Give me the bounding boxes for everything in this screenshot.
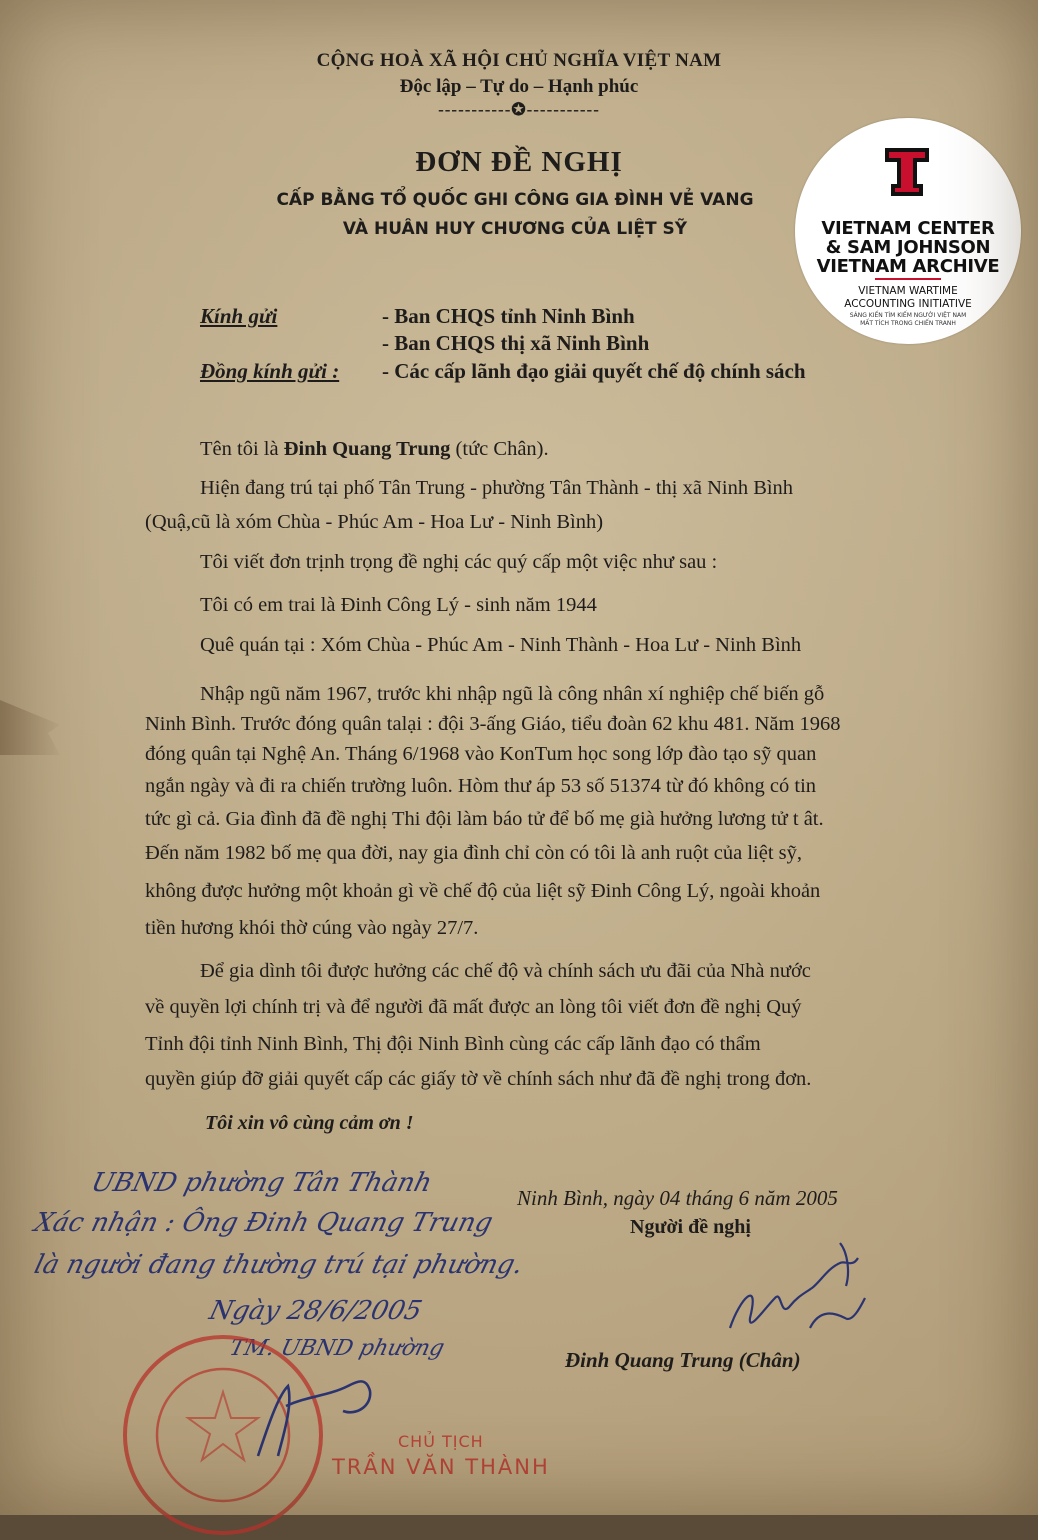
to-recipient-1: - Ban CHQS tỉnh Ninh Bình [382,304,635,328]
paragraph-1-line: Ninh Bình. Trước đóng quân talại : đội 3-ấng Giáo, tiểu đoàn 62 khu 481. Năm 1968 [145,713,841,735]
brother-line: Tôi có em trai là Đinh Công Lý - sinh năm 1944 [200,594,597,616]
archive-logo [795,118,1021,344]
chairman-signature [238,1366,388,1466]
national-motto: Độc lập – Tự do – Hạnh phúc [399,76,639,97]
paragraph-2-line: Tỉnh đội tỉnh Ninh Bình, Thị đội Ninh Bình cùng các cấp lãnh đạo có thẩm [145,1033,761,1055]
logo-sub-2: ACCOUNTING INITIATIVE [844,298,972,310]
paragraph-1-line: tức gì cả. Gia đình đã đề nghị Thi đội làm báo tử để bố mẹ già hưởng lương tử t ât. [145,808,824,830]
logo-line-3: VIETNAM ARCHIVE [816,256,1000,277]
residence-line: Hiện đang trú tại phố Tân Trung - phường Tân Thành - thị xã Ninh Bình [200,477,794,499]
paper-tear [0,700,60,755]
handwritten-line-3: là người đang thường trú tại phường. [31,1250,527,1280]
handwritten-line-5: TM. UBND phường [226,1336,447,1361]
paragraph-2-line: quyền giúp đỡ giải quyết cấp các giấy tờ về chính sách như đã đề nghị trong đơn. [145,1068,812,1090]
nation-header: CỘNG HOÀ XÃ HỘI CHỦ NGHĨA VIỆT NAM [316,50,722,71]
name-suffix: (tức Chân). [450,438,549,460]
texas-tech-t-icon [883,146,931,198]
paragraph-2-line: Để gia dình tôi được hưởng các chế độ và chính sách ưu đãi của Nhà nước [200,960,811,982]
handwritten-line-2: Xác nhận : Ông Đinh Quang Trung [31,1208,496,1238]
cc-label: Đồng kính gửi : [200,359,340,383]
paragraph-2-line: về quyền lợi chính trị và để người đã mất được an lòng tôi viết đơn đề nghị Quý [145,996,802,1018]
petitioner-role: Người đề nghị [630,1216,751,1238]
to-label: Kính gửi [200,304,278,328]
signer-name: Đinh Quang Trung (Chân) [565,1348,801,1372]
closing-thanks: Tôi xin vô cùng cảm ơn ! [205,1112,414,1134]
header-divider: -----------✪----------- [438,100,600,119]
document-subtitle-2: VÀ HUÂN HUY CHƯƠNG CỦA LIỆT SỸ [342,219,688,239]
logo-sub-1: VIETNAM WARTIME [858,285,958,297]
logo-line-2: & SAM JOHNSON [825,237,991,258]
request-intro-line: Tôi viết đơn trịnh trọng đề nghị các quý cấp một việc như sau : [200,551,718,573]
applicant-name: Đinh Quang Trung [283,438,451,460]
logo-line-1: VIETNAM CENTER [821,218,995,239]
paragraph-1-line: ngắn ngày và đi ra chiến trường luôn. Hòm thư áp 53 số 51374 từ đó không có tin [145,775,817,797]
applicant-signature [720,1238,880,1348]
paragraph-1-line: Nhập ngũ năm 1967, trước khi nhập ngũ là công nhân xí nghiệp chế biến gỗ [200,683,825,705]
logo-sub-3: SÁNG KIẾN TÌM KIẾM NGƯỜI VIỆT NAM [849,312,967,319]
cc-recipient-1: - Các cấp lãnh đạo giải quyết chế độ chính sách [382,359,806,383]
handwritten-line-1: UBND phường Tân Thành [88,1168,435,1198]
stamp-title: CHỦ TỊCH [398,1432,484,1451]
old-hometown-line: (Quậ,cũ là xóm Chùa - Phúc Am - Hoa Lư - Ninh Bình) [145,511,604,533]
applicant-name-line [200,438,549,461]
brother-hometown-line: Quê quán tại : Xóm Chùa - Phúc Am - Ninh Thành - Hoa Lư - Ninh Bình [200,634,802,656]
logo-sub-4: MẤT TÍCH TRONG CHIẾN TRANH [860,320,956,327]
to-recipient-2: - Ban CHQS thị xã Ninh Bình [382,331,650,355]
document-title: ĐƠN ĐỀ NGHỊ [415,146,623,178]
place-date: Ninh Bình, ngày 04 tháng 6 năm 2005 [517,1186,838,1210]
paragraph-1-line: không được hưởng một khoản gì về chế độ của liệt sỹ Đinh Công Lý, ngoài khoản [145,880,821,902]
paragraph-1-line: Đến năm 1982 bố mẹ qua đời, nay gia đình chỉ còn có tôi là anh ruột của liệt sỹ, [145,842,803,864]
stamp-name: TRẦN VĂN THÀNH [332,1455,550,1479]
paragraph-1-line: tiền hương khói thờ cúng vào ngày 27/7. [145,917,479,939]
document-subtitle-1: CẤP BẰNG TỔ QUỐC GHI CÔNG GIA ĐÌNH VẺ VANG [276,190,754,210]
logo-rule [875,278,941,280]
handwritten-line-4: Ngày 28/6/2005 [206,1296,425,1326]
paragraph-1-line: đóng quân tại Nghệ An. Tháng 6/1968 vào KonTum học song lớp đào tạo sỹ quan [145,743,817,765]
name-prefix: Tên tôi là [200,438,284,460]
